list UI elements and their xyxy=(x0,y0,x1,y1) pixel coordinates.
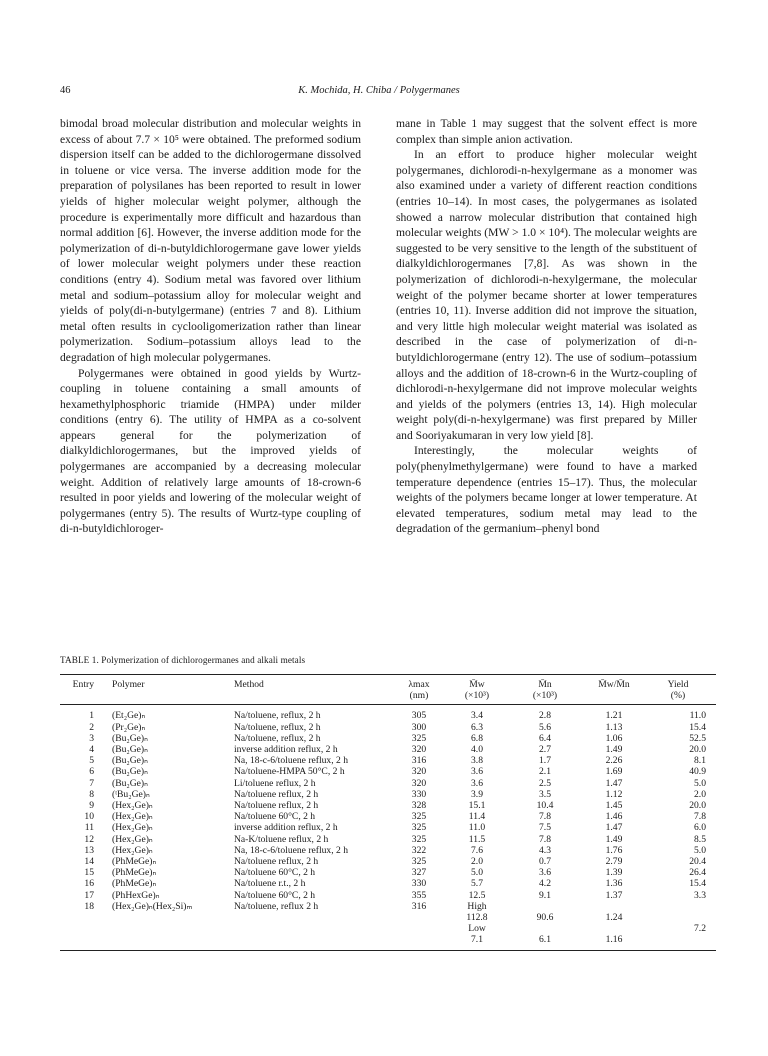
paragraph: bimodal broad molecular distribution and molecular weights in excess of about 7.7 × 10⁵ were obtained. The preformed sodium dispersion itself can be added to the dichlorogermane dissolved in toluene or vice versa. The inverse addition mode for the preparation of polysilanes has been reported to result in lower yields of higher molecular weight polymer, although the procedure is experimentally more difficult and hazardous than normal addition [6]. However, the inverse addition mode for the polymerization of di-n-butyldichlorogermane gave lower yields of lower molecular weight polymers under these reaction conditions (entry 4). Sodium metal was favored over lithium metal and sodium–potassium alloy for molecular weight and yields of poly(di-n-butylgermane) (entries 7 and 8). Lithium metal often results in cyclooligomerization rather than linear polymerization. Sodium–potassium alloys lead to the degradation of high molecular polygermanes. xyxy=(60,117,361,364)
cell-yield: 40.9 xyxy=(689,766,706,778)
cell-lambda-max: 320 xyxy=(411,744,427,756)
table-row xyxy=(60,890,716,901)
cell-yield: 5.0 xyxy=(694,844,706,856)
cell-yield: 20.0 xyxy=(689,800,706,812)
cell-polymer: (Hex₂Ge)ₙ xyxy=(112,800,153,812)
cell-mw-mn: 2.26 xyxy=(605,755,623,767)
header-mn xyxy=(510,675,580,705)
cell-lambda-max: 320 xyxy=(411,766,427,778)
cell-method: Na/toluene reflux, 2 h xyxy=(234,856,319,868)
cell-entry: 18 xyxy=(84,900,94,912)
cell-mw-mn: 1.36 xyxy=(605,878,623,890)
cell-method: Na/toluene, reflux, 2 h xyxy=(234,721,321,733)
cell-polymer: (ᵗBu₂Ge)ₙ xyxy=(112,788,150,800)
table-row xyxy=(60,912,716,923)
cell-mw-mn: 1.13 xyxy=(605,721,623,733)
table-caption: TABLE 1. Polymerization of dichlorogermanes and alkali metals xyxy=(60,655,306,665)
paragraph: Polygermanes were obtained in good yields by Wurtz-coupling in toluene containing a small amounts of hexamethylphosphoric triamide (HMPA) under milder conditions (entry 6). The utility of HMPA as a co-solvent appears general for the polymerization of dialkyldichlorogermanes, but the improved yields of polygermanes are accompanied by a decreasing molecular weight. Addition of relatively large amounts of 18-crown-6 resulted in poor yields and lowering of the molecular weight of polygermanes (entry 5). The results of Wurtz-type coupling of di-n-butyldichloroger- xyxy=(60,366,361,536)
cell-mw: 15.1 xyxy=(468,800,486,812)
cell-mn: 1.7 xyxy=(539,755,551,767)
table-row xyxy=(60,878,716,889)
cell-mw-mn: 1.37 xyxy=(605,889,623,901)
table-row xyxy=(60,755,716,766)
cell-polymer: (Bu₂Ge)ₙ xyxy=(112,732,148,744)
cell-mw-mn: 1.16 xyxy=(605,934,623,946)
cell-mw-mn: 1.24 xyxy=(605,912,623,924)
cell-lambda-max: 316 xyxy=(411,755,427,767)
table-row xyxy=(60,822,716,833)
table-row xyxy=(60,856,716,867)
cell-lambda-max: 330 xyxy=(411,788,427,800)
table-row xyxy=(60,789,716,800)
cell-polymer: (Bu₂Ge)ₙ xyxy=(112,744,148,756)
cell-polymer: (Bu₂Ge)ₙ xyxy=(112,755,148,767)
cell-mw-mn: 1.76 xyxy=(605,844,623,856)
cell-entry xyxy=(60,923,110,934)
cell-yield: 26.4 xyxy=(689,867,706,879)
cell-polymer: (Hex₂Ge)ₙ xyxy=(112,822,153,834)
cell-entry: 16 xyxy=(84,878,94,890)
data-table xyxy=(60,674,716,951)
cell-method xyxy=(232,912,394,923)
header-mw xyxy=(444,675,510,705)
header-lambda-label: λmax xyxy=(408,679,430,690)
right-column xyxy=(396,116,697,537)
cell-mn: 3.6 xyxy=(539,867,551,879)
cell-polymer: (Hex₂Ge)ₙ xyxy=(112,833,153,845)
cell-polymer xyxy=(110,923,232,934)
cell-mw-mn: 1.49 xyxy=(605,833,623,845)
cell-yield: 3.3 xyxy=(694,889,706,901)
cell-yield xyxy=(648,901,716,912)
table-row xyxy=(60,934,716,950)
cell-yield: 5.0 xyxy=(694,777,706,789)
table-row xyxy=(60,800,716,811)
cell-lambda-max: 325 xyxy=(411,811,427,823)
cell-polymer xyxy=(110,912,232,923)
cell-polymer: (PhMeGe)ₙ xyxy=(112,867,157,879)
cell-lambda-max xyxy=(394,923,444,934)
cell-entry: 11 xyxy=(84,822,94,834)
table-row xyxy=(60,845,716,856)
cell-method: Na/toluene reflux, 2 h xyxy=(234,800,319,812)
cell-mn: 6.1 xyxy=(539,934,551,946)
cell-mn: 2.8 xyxy=(539,710,551,722)
cell-entry: 8 xyxy=(89,788,94,800)
cell-mw-mn: 2.79 xyxy=(605,856,623,868)
header-mn-label: M̄n xyxy=(538,679,552,690)
cell-mn: 10.4 xyxy=(536,800,554,812)
cell-polymer: (Hex₂Ge)ₙ xyxy=(112,811,153,823)
cell-yield xyxy=(648,934,716,950)
cell-mw-mn: 1.39 xyxy=(605,867,623,879)
cell-entry: 10 xyxy=(84,811,94,823)
cell-lambda-max: 320 xyxy=(411,777,427,789)
cell-method: Na-K/toluene reflux, 2 h xyxy=(234,833,329,845)
cell-mn: 3.5 xyxy=(539,788,551,800)
cell-yield: 8.1 xyxy=(694,755,706,767)
cell-method: inverse addition reflux, 2 h xyxy=(234,744,338,756)
cell-method: Na/toluene reflux, 2 h xyxy=(234,788,319,800)
cell-mw: High xyxy=(467,900,487,912)
cell-mn: 4.3 xyxy=(539,844,551,856)
cell-mw-mn: 1.12 xyxy=(605,788,623,800)
cell-lambda-max: 355 xyxy=(411,889,427,901)
cell-entry: 17 xyxy=(84,889,94,901)
header-yield-label: Yield xyxy=(667,679,689,690)
cell-lambda-max: 325 xyxy=(411,856,427,868)
cell-mn: 9.1 xyxy=(539,889,551,901)
cell-mn: 2.5 xyxy=(539,777,551,789)
cell-mn: 7.5 xyxy=(539,822,551,834)
cell-mw: 12.5 xyxy=(468,889,486,901)
cell-polymer: (Bu₂Ge)ₙ xyxy=(112,766,148,778)
table-row xyxy=(60,811,716,822)
cell-method: inverse addition reflux, 2 h xyxy=(234,822,338,834)
cell-mw-mn: 1.46 xyxy=(605,811,623,823)
header-polymer: Polymer xyxy=(112,679,145,690)
cell-mn xyxy=(510,923,580,934)
cell-mw: 2.0 xyxy=(471,856,483,868)
cell-lambda-max xyxy=(394,934,444,950)
cell-entry: 15 xyxy=(84,867,94,879)
cell-lambda-max: 325 xyxy=(411,833,427,845)
cell-lambda-max: 322 xyxy=(411,844,427,856)
cell-mw-mn xyxy=(580,901,648,912)
page-number: 46 xyxy=(60,85,71,96)
table-row xyxy=(60,778,716,789)
cell-entry: 4 xyxy=(89,744,94,756)
cell-yield: 7.2 xyxy=(694,923,706,935)
cell-mw: 7.1 xyxy=(471,934,483,946)
header-mn-unit: (×10³) xyxy=(532,690,558,702)
header-method: Method xyxy=(234,679,264,690)
cell-mw-mn: 1.45 xyxy=(605,800,623,812)
header-yield-unit: (%) xyxy=(670,690,686,702)
cell-yield: 8.5 xyxy=(694,833,706,845)
cell-mw: 11.5 xyxy=(468,833,486,845)
cell-mw: 6.3 xyxy=(471,721,483,733)
cell-method: Na, 18-c-6/toluene reflux, 2 h xyxy=(234,844,349,856)
cell-yield: 52.5 xyxy=(689,732,706,744)
cell-lambda-max: 325 xyxy=(411,732,427,744)
cell-mw-mn: 1.21 xyxy=(605,710,623,722)
cell-mw: 112.8 xyxy=(466,912,488,924)
cell-yield: 15.4 xyxy=(689,878,706,890)
cell-mw: 11.0 xyxy=(468,822,486,834)
cell-entry: 9 xyxy=(89,800,94,812)
cell-polymer: (PhMeGe)ₙ xyxy=(112,856,157,868)
table-row xyxy=(60,744,716,755)
cell-entry: 12 xyxy=(84,833,94,845)
header-mw-unit: (×10³) xyxy=(464,690,490,702)
table-row xyxy=(60,834,716,845)
table-row xyxy=(60,733,716,744)
cell-entry: 7 xyxy=(89,777,94,789)
cell-method: Na/toluene, reflux, 2 h xyxy=(234,710,321,722)
cell-entry: 3 xyxy=(89,732,94,744)
header-lambda-unit: (nm) xyxy=(409,690,429,702)
table-header-row xyxy=(60,675,716,705)
cell-method: Na/toluene 60°C, 2 h xyxy=(234,889,316,901)
paragraph: Interestingly, the molecular weights of poly(phenylmethylgermane) were found to have a marked temperature dependence (entries 15–17). Thus, the molecular weights of the polymers became longer at lower temperature. At elevated temperatures, sodium metal may lead to the degradation of the germanium–phenyl bond xyxy=(396,444,697,536)
cell-mw: 3.8 xyxy=(471,755,483,767)
table-row xyxy=(60,705,716,722)
cell-mw-mn: 1.47 xyxy=(605,777,623,789)
cell-entry xyxy=(60,934,110,950)
cell-polymer: (Bu₂Ge)ₙ xyxy=(112,777,148,789)
cell-entry: 6 xyxy=(89,766,94,778)
cell-lambda-max: 325 xyxy=(411,822,427,834)
cell-method: Na, 18-c-6/toluene reflux, 2 h xyxy=(234,755,349,767)
cell-method: Na/toluene r.t., 2 h xyxy=(234,878,306,890)
cell-mw: 5.7 xyxy=(471,878,483,890)
cell-mw-mn xyxy=(580,923,648,934)
cell-mn: 7.8 xyxy=(539,811,551,823)
cell-method: Li/toluene reflux, 2 h xyxy=(234,777,316,789)
cell-mw: 7.6 xyxy=(471,844,483,856)
cell-entry: 13 xyxy=(84,844,94,856)
cell-polymer: (Et₂Ge)ₙ xyxy=(112,710,146,722)
cell-method xyxy=(232,923,394,934)
cell-mw: 6.8 xyxy=(471,732,483,744)
header-lambda-max xyxy=(394,675,444,705)
table-row xyxy=(60,766,716,777)
cell-yield: 6.0 xyxy=(694,822,706,834)
cell-polymer: (Hex₂Ge)ₙ(Hex₂Si)ₘ xyxy=(112,900,193,912)
cell-mw: 3.9 xyxy=(471,788,483,800)
table-row xyxy=(60,923,716,934)
cell-polymer: (Hex₂Ge)ₙ xyxy=(112,844,153,856)
cell-yield: 11.0 xyxy=(689,710,706,722)
cell-lambda-max: 330 xyxy=(411,878,427,890)
table-row xyxy=(60,867,716,878)
cell-mn: 4.2 xyxy=(539,878,551,890)
cell-polymer: (Pr₂Ge)ₙ xyxy=(112,721,146,733)
cell-mn: 7.8 xyxy=(539,833,551,845)
cell-mn: 2.7 xyxy=(539,744,551,756)
cell-yield: 20.0 xyxy=(689,744,706,756)
cell-method: Na/toluene-HMPA 50°C, 2 h xyxy=(234,766,345,778)
cell-mw: 3.6 xyxy=(471,777,483,789)
table-row xyxy=(60,722,716,733)
cell-entry: 1 xyxy=(89,710,94,722)
cell-mw: 4.0 xyxy=(471,744,483,756)
table-1 xyxy=(60,674,716,951)
cell-yield: 2.0 xyxy=(694,788,706,800)
cell-mw: 5.0 xyxy=(471,867,483,879)
cell-mw: Low xyxy=(468,923,486,935)
header-yield xyxy=(648,675,716,705)
cell-mw-mn: 1.49 xyxy=(605,744,623,756)
paragraph: In an effort to produce higher molecular weight polygermanes, dichlorodi-n-hexylgermane as a monomer was also examined under a variety of different reaction conditions (entries 10–14). In most cases, the polygermanes as isolated showed a narrow molecular distribution that contained high molecular weights (MW > 1.0 × 10⁴). The molecular weights are suggested to be very sensitive to the length of the substituent of dialkyldichlorogermanes [7,8]. As was shown in the polymerization of dichlorodi-n-hexylgermane, the molecular weight of the polymer became shorter at lower temperatures (entries 10, 11). Inverse addition did not improve the situation, and very little high molecular weight material was isolated as described in the case of polymerization of di-n-butyldichlorogermane (entry 12). The use of sodium–potassium alloys and the addition of 18-crown-6 in the Wurtz-coupling of dichlorodi-n-hexylgermane did not improve molecular weights and yields of the polymers (entries 13, 14). High molecular weight poly(di-n-hexylgermane) was first prepared by Miller and Sooriyakumaran in very low yield [8]. xyxy=(396,148,697,442)
cell-method: Na/toluene, reflux, 2 h xyxy=(234,732,321,744)
cell-lambda-max: 300 xyxy=(411,721,427,733)
cell-yield xyxy=(648,912,716,923)
table-body xyxy=(60,705,716,950)
page-header xyxy=(60,85,698,103)
cell-entry: 14 xyxy=(84,856,94,868)
cell-mw: 3.4 xyxy=(471,710,483,722)
header-mw-mn: M̄w/M̄n xyxy=(598,679,630,690)
cell-mn: 90.6 xyxy=(536,912,554,924)
cell-method: Na/toluene, reflux 2 h xyxy=(234,900,319,912)
cell-method: Na/toluene 60°C, 2 h xyxy=(234,811,316,823)
cell-lambda-max: 328 xyxy=(411,800,427,812)
cell-mn: 2.1 xyxy=(539,766,551,778)
cell-entry xyxy=(60,912,110,923)
cell-entry: 2 xyxy=(89,721,94,733)
cell-lambda-max: 327 xyxy=(411,867,427,879)
cell-mw-mn: 1.47 xyxy=(605,822,623,834)
cell-mw-mn: 1.69 xyxy=(605,766,623,778)
table-row xyxy=(60,901,716,912)
cell-entry: 5 xyxy=(89,755,94,767)
cell-polymer xyxy=(110,934,232,950)
cell-yield: 15.4 xyxy=(689,721,706,733)
cell-mw: 3.6 xyxy=(471,766,483,778)
running-title: K. Mochida, H. Chiba / Polygermanes xyxy=(298,85,460,96)
cell-lambda-max xyxy=(394,912,444,923)
cell-mn: 0.7 xyxy=(539,856,551,868)
cell-mw-mn: 1.06 xyxy=(605,732,623,744)
cell-mw: 11.4 xyxy=(468,811,486,823)
cell-polymer: (PhMeGe)ₙ xyxy=(112,878,157,890)
header-entry: Entry xyxy=(72,679,94,690)
cell-lambda-max: 316 xyxy=(411,900,427,912)
cell-lambda-max: 305 xyxy=(411,710,427,722)
paragraph: mane in Table 1 may suggest that the solvent effect is more complex than simple anion activation. xyxy=(396,117,697,146)
left-column xyxy=(60,116,361,537)
cell-polymer: (PhHexGe)ₙ xyxy=(112,889,160,901)
cell-method xyxy=(232,934,394,950)
cell-method: Na/toluene 60°C, 2 h xyxy=(234,867,316,879)
cell-mn: 5.6 xyxy=(539,721,551,733)
cell-mn: 6.4 xyxy=(539,732,551,744)
header-mw-label: M̄w xyxy=(469,679,485,690)
cell-mn xyxy=(510,901,580,912)
cell-yield: 7.8 xyxy=(694,811,706,823)
cell-yield: 20.4 xyxy=(689,856,706,868)
